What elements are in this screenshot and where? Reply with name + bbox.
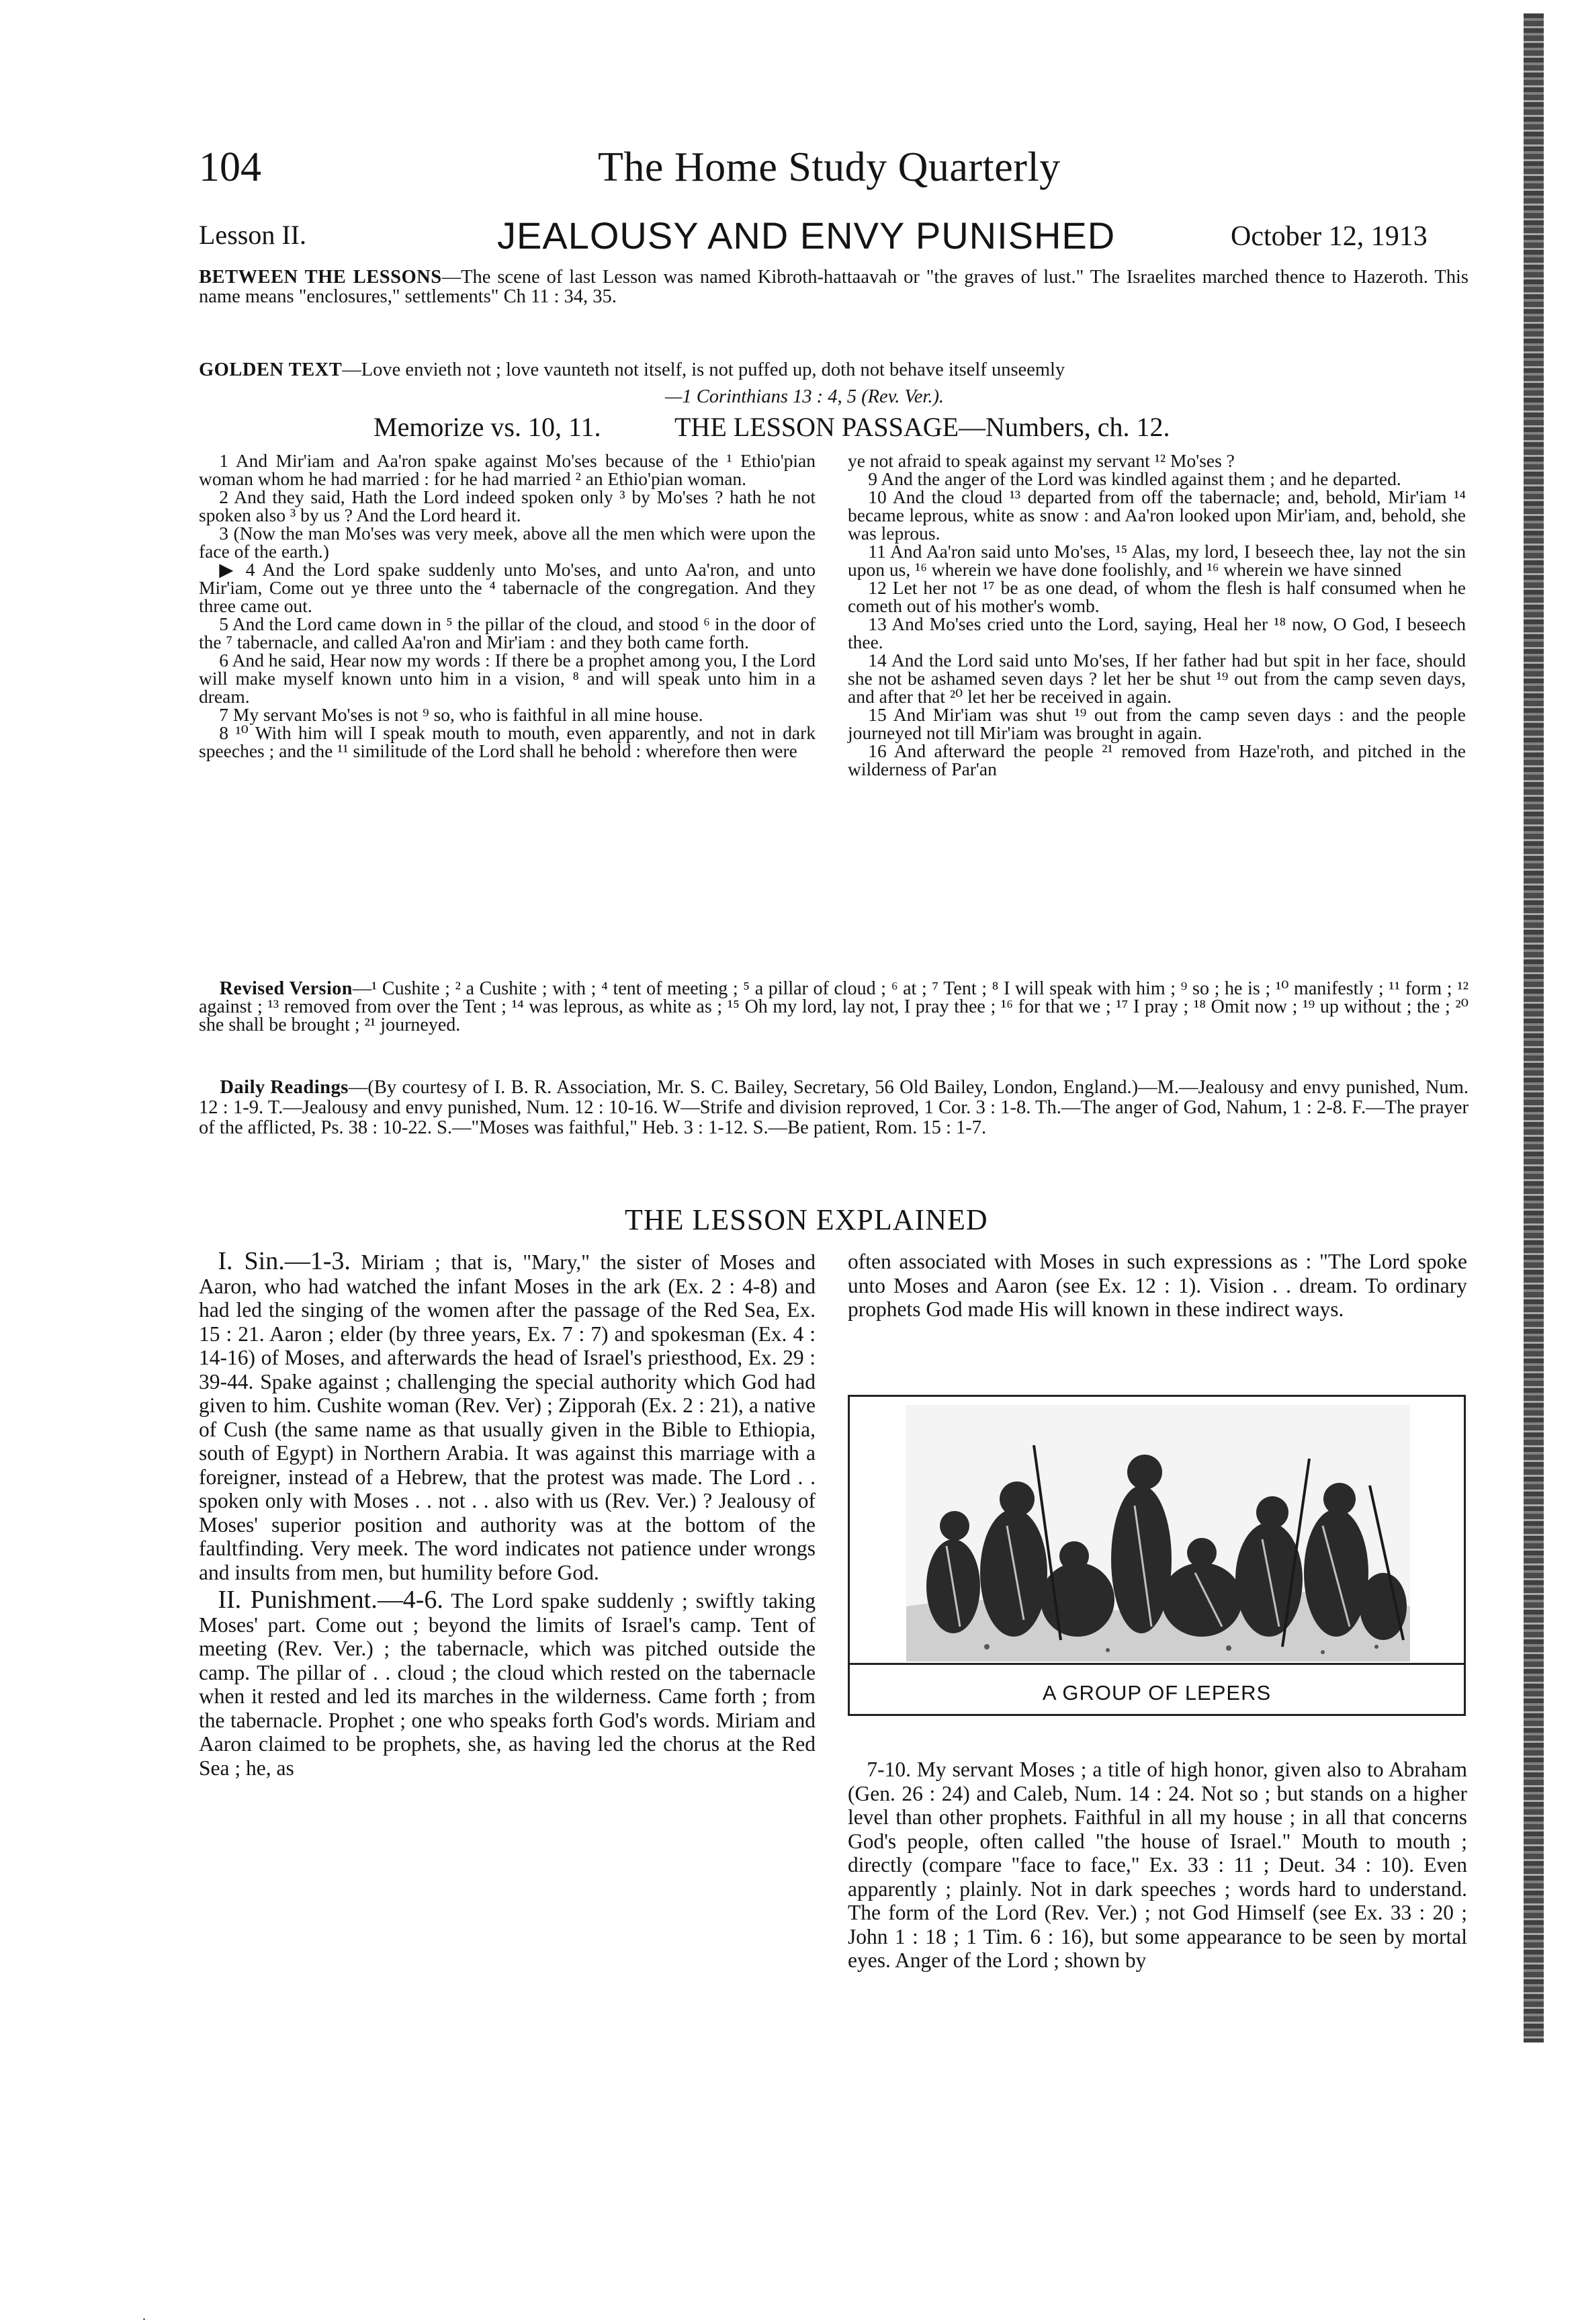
golden-text [199,360,1469,380]
stray-mark: . [142,2309,146,2323]
revised-version-text: —¹ Cushite ; ² a Cushite ; with ; ⁴ tent of meeting ; ⁵ a pillar of cloud ; ⁶ at ; ⁷ Tent ; ⁸ I will speak with him ; ⁹ so ; he is ; ¹⁰ manifestly ; ¹¹ form ; ¹² against ; ¹³ removed from over the Tent ; ¹⁴ was leprous, as white as ; ¹⁵ Oh my lord, lay not, I pray thee ; ¹⁶ for that we ; ¹⁷ I pray ; ¹⁸ Omit now ; ¹⁹ up without ; the ; ²⁰ she shall be brought ; ²¹ journeyed. [199,978,1469,1035]
page-number: 104 [199,144,261,190]
revised-version-notes [199,980,1469,1034]
verse: 10 And the cloud ¹³ departed from off the tabernacle; and, behold, Mir'iam ¹⁴ became leprous, white as snow : and Aa'ron looked upon Mir'iam, and, behold, she was leprous. [848,486,1466,544]
revised-version-label: Revised Version [219,978,353,999]
golden-text-body: —Love envieth not ; love vaunteth not itself, is not puffed up, doth not behave itself unseemly [342,359,1065,380]
lesson-label: Lesson II. [199,220,306,250]
verse: 14 And the Lord said unto Mo'ses, If her father had but spit in her face, should she not be ashamed seven days ? let her be shut ¹⁹ out from the camp seven days, and after that ²⁰ let her be received in again. [848,650,1466,707]
scan-edge-shadow [1524,13,1544,2042]
section-punishment [199,1588,816,1780]
figure-box [848,1395,1466,1716]
passage-left-column [199,451,816,760]
lesson-title: JEALOUSY AND ENVY PUNISHED [497,214,1116,257]
between-lessons [199,267,1469,306]
verse: 7 My servant Mo'ses is not ⁹ so, who is faithful in all mine house. [219,704,703,725]
daily-readings-label: Daily Readings [220,1077,349,1098]
verse: 9 And the anger of the Lord was kindled against them ; and he departed. [868,468,1401,489]
explanation-verses-7-10: 7-10. My servant Moses ; a title of high honor, given also to Abraham (Gen. 26 : 24) and Caleb, Num. 14 : 24. Not so ; but stands on a higher level than other prophets. Faithful in all my house ; in all that concerns God's people, often called "the house of Israel." Mouth to mouth ; directly (compare "face to face," Ex. 33 : 11 ; Deut. 34 : 10). Even apparently ; plainly. Not in dark speeches ; words hard to understand. The form of the Lord (Rev. Ver.) ; not God Himself (see Ex. 33 : 20 ; John 1 : 18 ; 1 Tim. 6 : 16), but some appearance to be seen by mortal eyes. Anger of the Lord ; shown by [848,1758,1467,1972]
lepers-engraving-image [906,1405,1410,1662]
explanation-left-column [199,1247,816,1780]
explanation-right-top [848,1250,1467,1322]
memorize-note: Memorize vs. 10, 11. [374,412,601,442]
section-sin-text: Miriam ; that is, "Mary," the sister of Moses and Aaron, who had watched the infant Moses in the ark (Ex. 2 : 4-8) and had led the singing of the women after the passage of the Red Sea, Ex. 15 : 21. Aaron ; elder (by three years, Ex. 7 : 7) and spokesman (Ex. 4 : 14-16) of Moses, and afterwards the head of Israel's priesthood, Ex. 29 : 39-44. Spake against ; challenging the special authority which God had given to him. Cushite woman (Rev. Ver) ; Zipporah (Ex. 2 : 21), a native of Cush (the same name as that usually given in the Bible to Ethiopia, south of Egypt) in Northern Arabia. It was against this marriage with a foreigner, instead of a Hebrew, that the protest was made. The Lord . . spoken only with Moses . . not . . also with us (Rev. Ver.) ? Jealousy of Moses' superior position and authority was at the bottom of the faultfinding. Very meek. The word indicates not patience under wrongs and insults from men, but humility before God. [199,1250,816,1584]
verse: 12 Let her not ¹⁷ be as one dead, of whom the flesh is half consumed when he cometh out of his mother's womb. [848,577,1466,616]
verse: 2 And they said, Hath the Lord indeed spoken only ³ by Mo'ses ? hath he not spoken also ³ by us ? And the Lord heard it. [199,486,816,525]
daily-readings-text: —(By courtesy of I. B. R. Association, Mr. S. C. Bailey, Secretary, 56 Old Bailey, London, England.)—M.—Jealousy and envy punished, Num. 12 : 1-9. T.—Jealousy and envy punished, Num. 12 : 10-16. W—Strife and division reproved, 1 Cor. 3 : 1-8. Th.—The anger of God, Nahum, 1 : 2-8. F.—The prayer of the afflicted, Ps. 38 : 10-22. S.—"Moses was faithful," Heb. 3 : 1-12. S.—Be patient, Rom. 15 : 1-7. [199,1077,1469,1138]
verse: 11 And Aa'ron said unto Mo'ses, ¹⁵ Alas, my lord, I beseech thee, lay not the sin upon us, ¹⁶ wherein we have done foolishly, and ¹⁶ wherein we have sinned [848,541,1466,580]
between-lessons-label: BETWEEN THE LESSONS [199,267,442,288]
verse: ye not afraid to speak against my servant ¹² Mo'ses ? [848,450,1235,471]
figure-caption-row [850,1663,1464,1716]
explanation-continued: often associated with Moses in such expressions as : "The Lord spoke unto Moses and Aaron (see Ex. 12 : 1). Vision . . dream. To ordinary prophets God made His will known in these indirect ways. [848,1250,1467,1321]
running-head: The Home Study Quarterly [598,144,1061,190]
section-sin [199,1247,816,1584]
verse: 1 And Mir'iam and Aa'ron spake against Mo'ses because of the ¹ Ethio'pian woman whom he had married : for he had married ² an Ethio'pian woman. [199,450,816,489]
verse: 15 And Mir'iam was shut ¹⁹ out from the camp seven days : and the people journeyed not till Mir'iam was brought in again. [848,704,1466,743]
verse: 16 And afterward the people ²¹ removed from Haze'roth, and pitched in the wilderness of Par'an [848,740,1466,779]
lesson-date: October 12, 1913 [1231,221,1428,252]
explained-title: THE LESSON EXPLAINED [625,1203,988,1236]
daily-readings [199,1078,1469,1138]
verse: 13 And Mo'ses cried unto the Lord, saying, Heal her ¹⁸ now, O God, I beseech thee. [848,613,1466,652]
verse: 3 (Now the man Mo'ses was very meek, above all the men which were upon the face of the earth.) [199,523,816,562]
section-sin-heading: I. Sin.—1-3. [218,1247,351,1275]
golden-text-reference: —1 Corinthians 13 : 4, 5 (Rev. Ver.). [665,386,945,407]
section-punishment-heading: II. Punishment.—4-6. [218,1586,443,1614]
between-lessons-text: —The scene of last Lesson was named Kibroth-hattaavah or "the graves of lust." The Israelites marched thence to Hazeroth. This name means "enclosures," settlements" Ch 11 : 34, 35. [199,267,1469,307]
verse: 6 And he said, Hear now my words : If there be a prophet among you, I the Lord will make myself known unto him in a vision, ⁸ and will speak unto him in a dream. [199,650,816,707]
figure-caption: A GROUP OF LEPERS [1042,1681,1272,1705]
verse: 8 ¹⁰ With him will I speak mouth to mouth, even apparently, and not in dark speeches ; and the ¹¹ similitude of the Lord shall he behold : wherefore then were [199,722,816,761]
golden-text-label: GOLDEN TEXT [199,359,343,380]
verse: 5 And the Lord came down in ⁵ the pillar of the cloud, and stood ⁶ in the door of the ⁷ tabernacle, and called Aa'ron and Mir'iam : and they both came forth. [199,613,816,652]
passage-right-column [848,451,1466,778]
passage-title: THE LESSON PASSAGE—Numbers, ch. 12. [674,412,1170,442]
verse: ▶ 4 And the Lord spake suddenly unto Mo'ses, and unto Aa'ron, and unto Mir'iam, Come out ye three unto the ⁴ tabernacle of the congregation. And they three came out. [199,559,816,616]
section-punishment-text: The Lord spake suddenly ; swiftly taking Moses' part. Come out ; beyond the limits of Israel's camp. Tent of meeting (Rev. Ver.) ; the tabernacle, which was pitched outside the camp. The pillar of . . cloud ; the cloud which rested on the tabernacle when it rested and led its marches in the wilderness. Came forth ; from the tabernacle. Prophet ; one who speaks forth God's words. Miriam and Aaron claimed to be prophets, she, as having led the chorus at the Red Sea ; he, as [199,1589,816,1780]
explanation-right-bottom [848,1758,1467,1973]
